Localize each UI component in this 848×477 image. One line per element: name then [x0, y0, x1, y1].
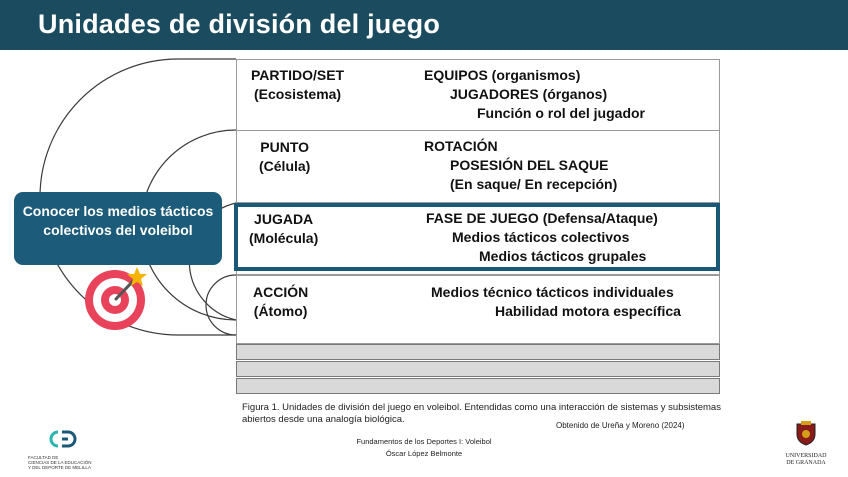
row-detail: POSESIÓN DEL SAQUE: [450, 157, 609, 173]
row-detail: Función o rol del jugador: [477, 105, 645, 121]
row-title: ACCIÓN: [253, 284, 309, 300]
row-analogy: (Célula): [259, 158, 311, 174]
university-line: UNIVERSIDAD: [785, 453, 827, 459]
empty-row: [236, 378, 720, 394]
row-analogy: (Ecosistema): [253, 86, 342, 102]
course-name: Fundamentos de los Deportes I: Voleibol: [356, 437, 492, 446]
row-punto: [236, 130, 720, 203]
university-logo: [778, 420, 834, 467]
empty-row: [236, 344, 720, 360]
university-crest-icon: [795, 420, 817, 446]
row-analogy: (Átomo): [253, 303, 308, 319]
author-name: Óscar López Belmonte: [385, 449, 463, 458]
page-title: Unidades de división del juego: [38, 9, 441, 39]
row-detail: (En saque/ En recepción): [450, 176, 618, 192]
row-detail: ROTACIÓN: [424, 138, 498, 154]
row-detail: Medios tácticos colectivos: [452, 229, 630, 245]
figure-credit: Obtenido de Ureña y Moreno (2024): [556, 421, 685, 430]
row-detail: EQUIPOS (organismos): [424, 67, 581, 83]
faculty-line: FACULTAD DE: [28, 455, 59, 460]
row-partido: [236, 59, 720, 131]
faculty-mark-icon: [44, 430, 78, 448]
row-detail: JUGADORES (órganos): [450, 86, 608, 102]
university-line: DE GRANADA: [786, 460, 826, 466]
objective-callout: Conocer los medios tácticos colectivos del voleibol: [14, 192, 222, 265]
faculty-line: CIENCIAS DE LA EDUCACIÓN: [28, 460, 92, 465]
row-title: PARTIDO/SET: [251, 67, 345, 83]
figure-caption: Figura 1. Unidades de división del juego en voleibol. Entendidas como una interacción de sistemas y subsistemas abiertos desde una analogía biológica.: [242, 402, 721, 425]
empty-row: [236, 361, 720, 377]
highlight-box: [234, 203, 720, 271]
row-detail: Habilidad motora específica: [495, 303, 681, 319]
row-accion: [236, 275, 720, 344]
row-detail: Medios técnico tácticos individuales: [431, 284, 674, 300]
row-title: PUNTO: [260, 139, 310, 155]
faculty-line: Y DEL DEPORTE DE MELILLA: [28, 465, 91, 470]
row-analogy: (Molécula): [249, 230, 319, 246]
target-icon: [82, 262, 152, 332]
row-title: JUGADA: [254, 211, 314, 227]
row-detail: FASE DE JUEGO (Defensa/Ataque): [426, 210, 658, 226]
row-detail: Medios tácticos grupales: [479, 248, 647, 264]
faculty-logo: [28, 430, 94, 470]
